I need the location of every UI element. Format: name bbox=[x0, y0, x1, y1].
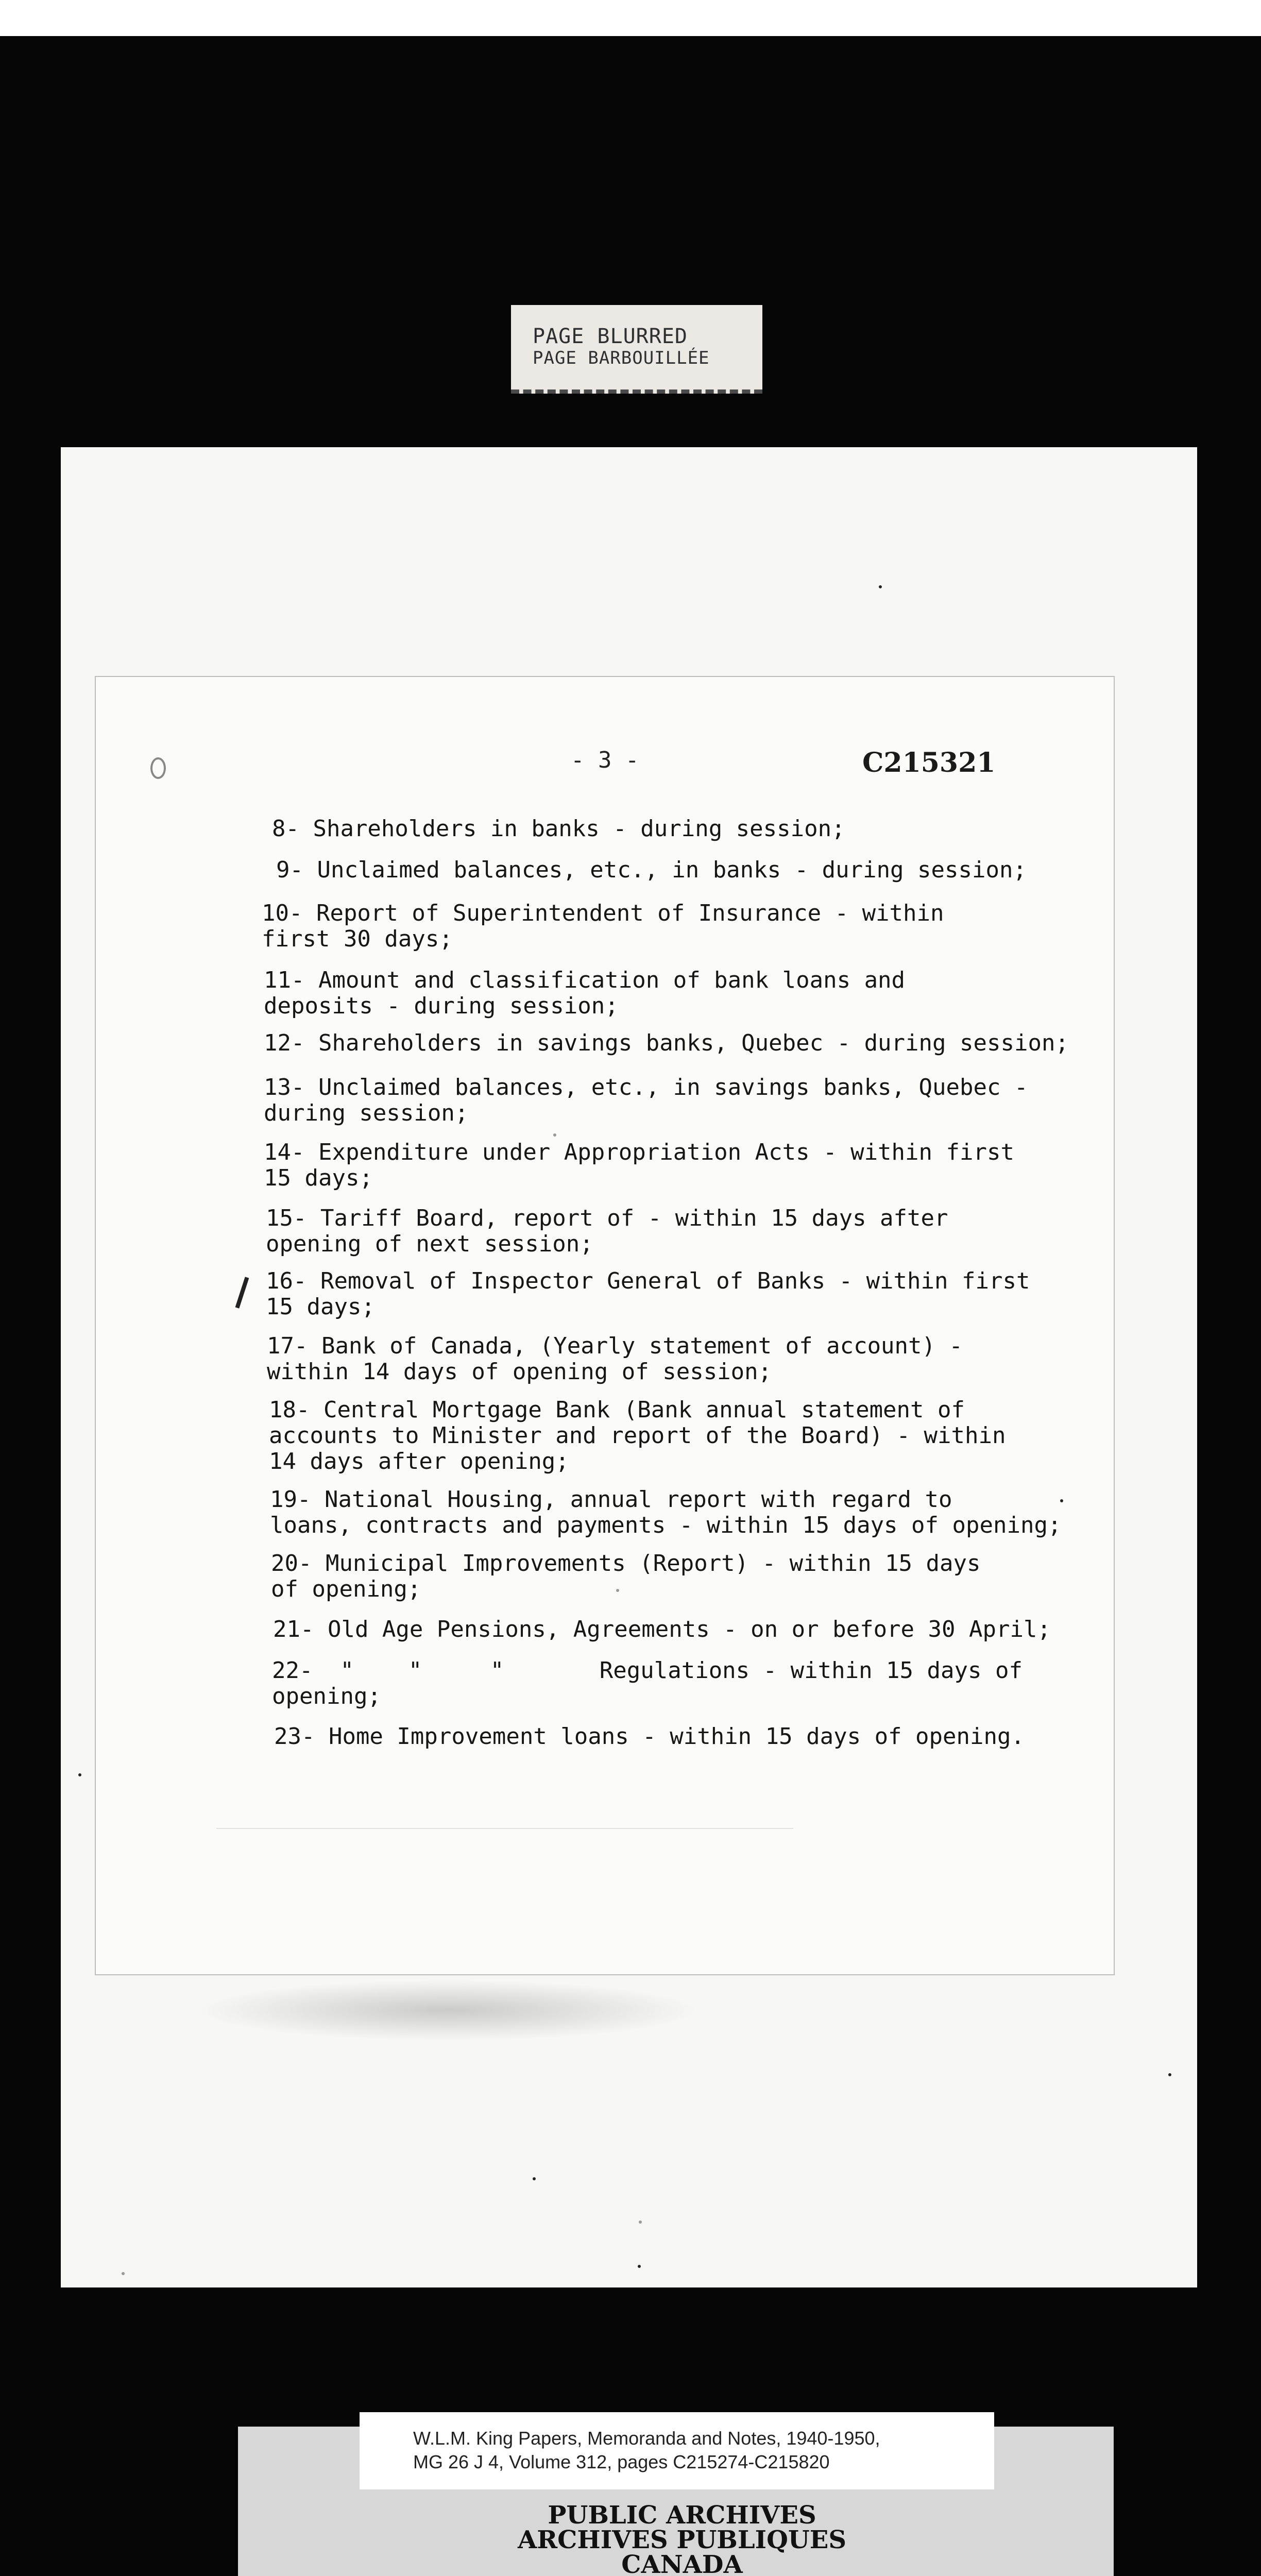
item-18-line-3: 14 days after opening; bbox=[269, 1448, 569, 1475]
item-21-line-1: 21- Old Age Pensions, Agreements - on or before 30 April; bbox=[273, 1616, 1051, 1642]
item-13-line-2: during session; bbox=[264, 1100, 469, 1126]
scan-shadow bbox=[196, 1979, 701, 2041]
list-item-18 bbox=[269, 1397, 1006, 1475]
item-11-line-1: 11- Amount and classification of bank loans and bbox=[264, 967, 906, 993]
item-17-line-1: 17- Bank of Canada, (Yearly statement of account) - bbox=[267, 1333, 963, 1359]
item-11-line-2: deposits - during session; bbox=[264, 993, 619, 1019]
list-item-23 bbox=[274, 1724, 1025, 1750]
list-item-14 bbox=[264, 1140, 1014, 1191]
caption-line-1: W.L.M. King Papers, Memoranda and Notes, 1940-1950, bbox=[413, 2428, 880, 2449]
list-item-9 bbox=[276, 857, 1027, 883]
item-8-line-1: 8- Shareholders in banks - during session; bbox=[272, 816, 845, 842]
stamp-line-2: PAGE BARBOUILLÉE bbox=[533, 348, 710, 368]
list-item-21 bbox=[273, 1617, 1051, 1642]
scan-speck bbox=[533, 2177, 536, 2180]
archives-line-3: CANADA bbox=[621, 2550, 743, 2576]
scan-speck bbox=[616, 1589, 619, 1592]
reference-number: C215321 bbox=[862, 747, 996, 778]
item-19-line-2: loans, contracts and payments - within 15 days of opening; bbox=[270, 1512, 1062, 1538]
item-22-line-1: 22- " " " Regulations - within 15 days of bbox=[272, 1657, 1023, 1684]
scan-speck bbox=[1168, 2073, 1171, 2076]
list-item-22 bbox=[272, 1658, 1023, 1709]
scan-speck bbox=[553, 1133, 556, 1137]
item-16-line-1: 16- Removal of Inspector General of Banks - within first bbox=[266, 1268, 1030, 1294]
item-9-line-1: 9- Unclaimed balances, etc., in banks - during session; bbox=[276, 857, 1027, 883]
list-item-12 bbox=[264, 1030, 1069, 1056]
page-number: - 3 - bbox=[571, 747, 639, 773]
item-18-line-1: 18- Central Mortgage Bank (Bank annual statement of bbox=[269, 1397, 965, 1423]
item-22-line-2: opening; bbox=[272, 1683, 381, 1709]
list-item-10 bbox=[262, 901, 944, 952]
list-item-8 bbox=[272, 816, 845, 842]
item-18-line-2: accounts to Minister and report of the Board) - within bbox=[269, 1422, 1006, 1449]
scan-speck bbox=[638, 2265, 641, 2268]
item-20-line-1: 20- Municipal Improvements (Report) - within 15 days bbox=[271, 1550, 981, 1577]
item-12-line-1: 12- Shareholders in savings banks, Quebec - during session; bbox=[264, 1030, 1069, 1056]
item-15-line-1: 15- Tariff Board, report of - within 15 days after bbox=[266, 1205, 948, 1231]
item-23-line-1: 23- Home Improvement loans - within 15 days of opening. bbox=[274, 1723, 1025, 1750]
archives-line-2: ARCHIVES PUBLIQUES bbox=[518, 2526, 846, 2554]
public-archives-imprint bbox=[464, 2503, 900, 2576]
archives-line-1: PUBLIC ARCHIVES bbox=[548, 2501, 816, 2530]
item-10-line-2: first 30 days; bbox=[262, 926, 453, 952]
caption-line-2: MG 26 J 4, Volume 312, pages C215274-C215820 bbox=[413, 2451, 830, 2472]
scan-speck bbox=[122, 2272, 125, 2275]
item-13-line-1: 13- Unclaimed balances, etc., in savings banks, Quebec - bbox=[264, 1074, 1028, 1100]
item-17-line-2: within 14 days of opening of session; bbox=[267, 1359, 772, 1385]
list-item-20 bbox=[271, 1551, 981, 1602]
item-20-line-2: of opening; bbox=[271, 1576, 421, 1602]
scan-speck bbox=[78, 1773, 81, 1776]
list-item-13 bbox=[264, 1075, 1028, 1126]
item-14-line-2: 15 days; bbox=[264, 1165, 373, 1191]
list-item-17 bbox=[267, 1333, 963, 1385]
list-item-11 bbox=[264, 968, 905, 1019]
stamp-line-1: PAGE BLURRED bbox=[533, 325, 688, 348]
item-14-line-1: 14- Expenditure under Appropriation Acts - within first bbox=[264, 1139, 1014, 1165]
scan-speck bbox=[1060, 1499, 1063, 1502]
list-item-16 bbox=[266, 1268, 1030, 1320]
list-item-19 bbox=[270, 1487, 1061, 1538]
item-16-line-2: 15 days; bbox=[266, 1294, 375, 1320]
item-10-line-1: 10- Report of Superintendent of Insurance - within bbox=[262, 900, 944, 926]
collection-caption bbox=[360, 2412, 994, 2489]
scan-speck bbox=[879, 585, 882, 588]
item-15-line-2: opening of next session; bbox=[266, 1231, 593, 1257]
list-item-15 bbox=[266, 1206, 948, 1257]
scan-speck bbox=[639, 2221, 642, 2224]
item-19-line-1: 19- National Housing, annual report with regard to bbox=[270, 1486, 952, 1513]
